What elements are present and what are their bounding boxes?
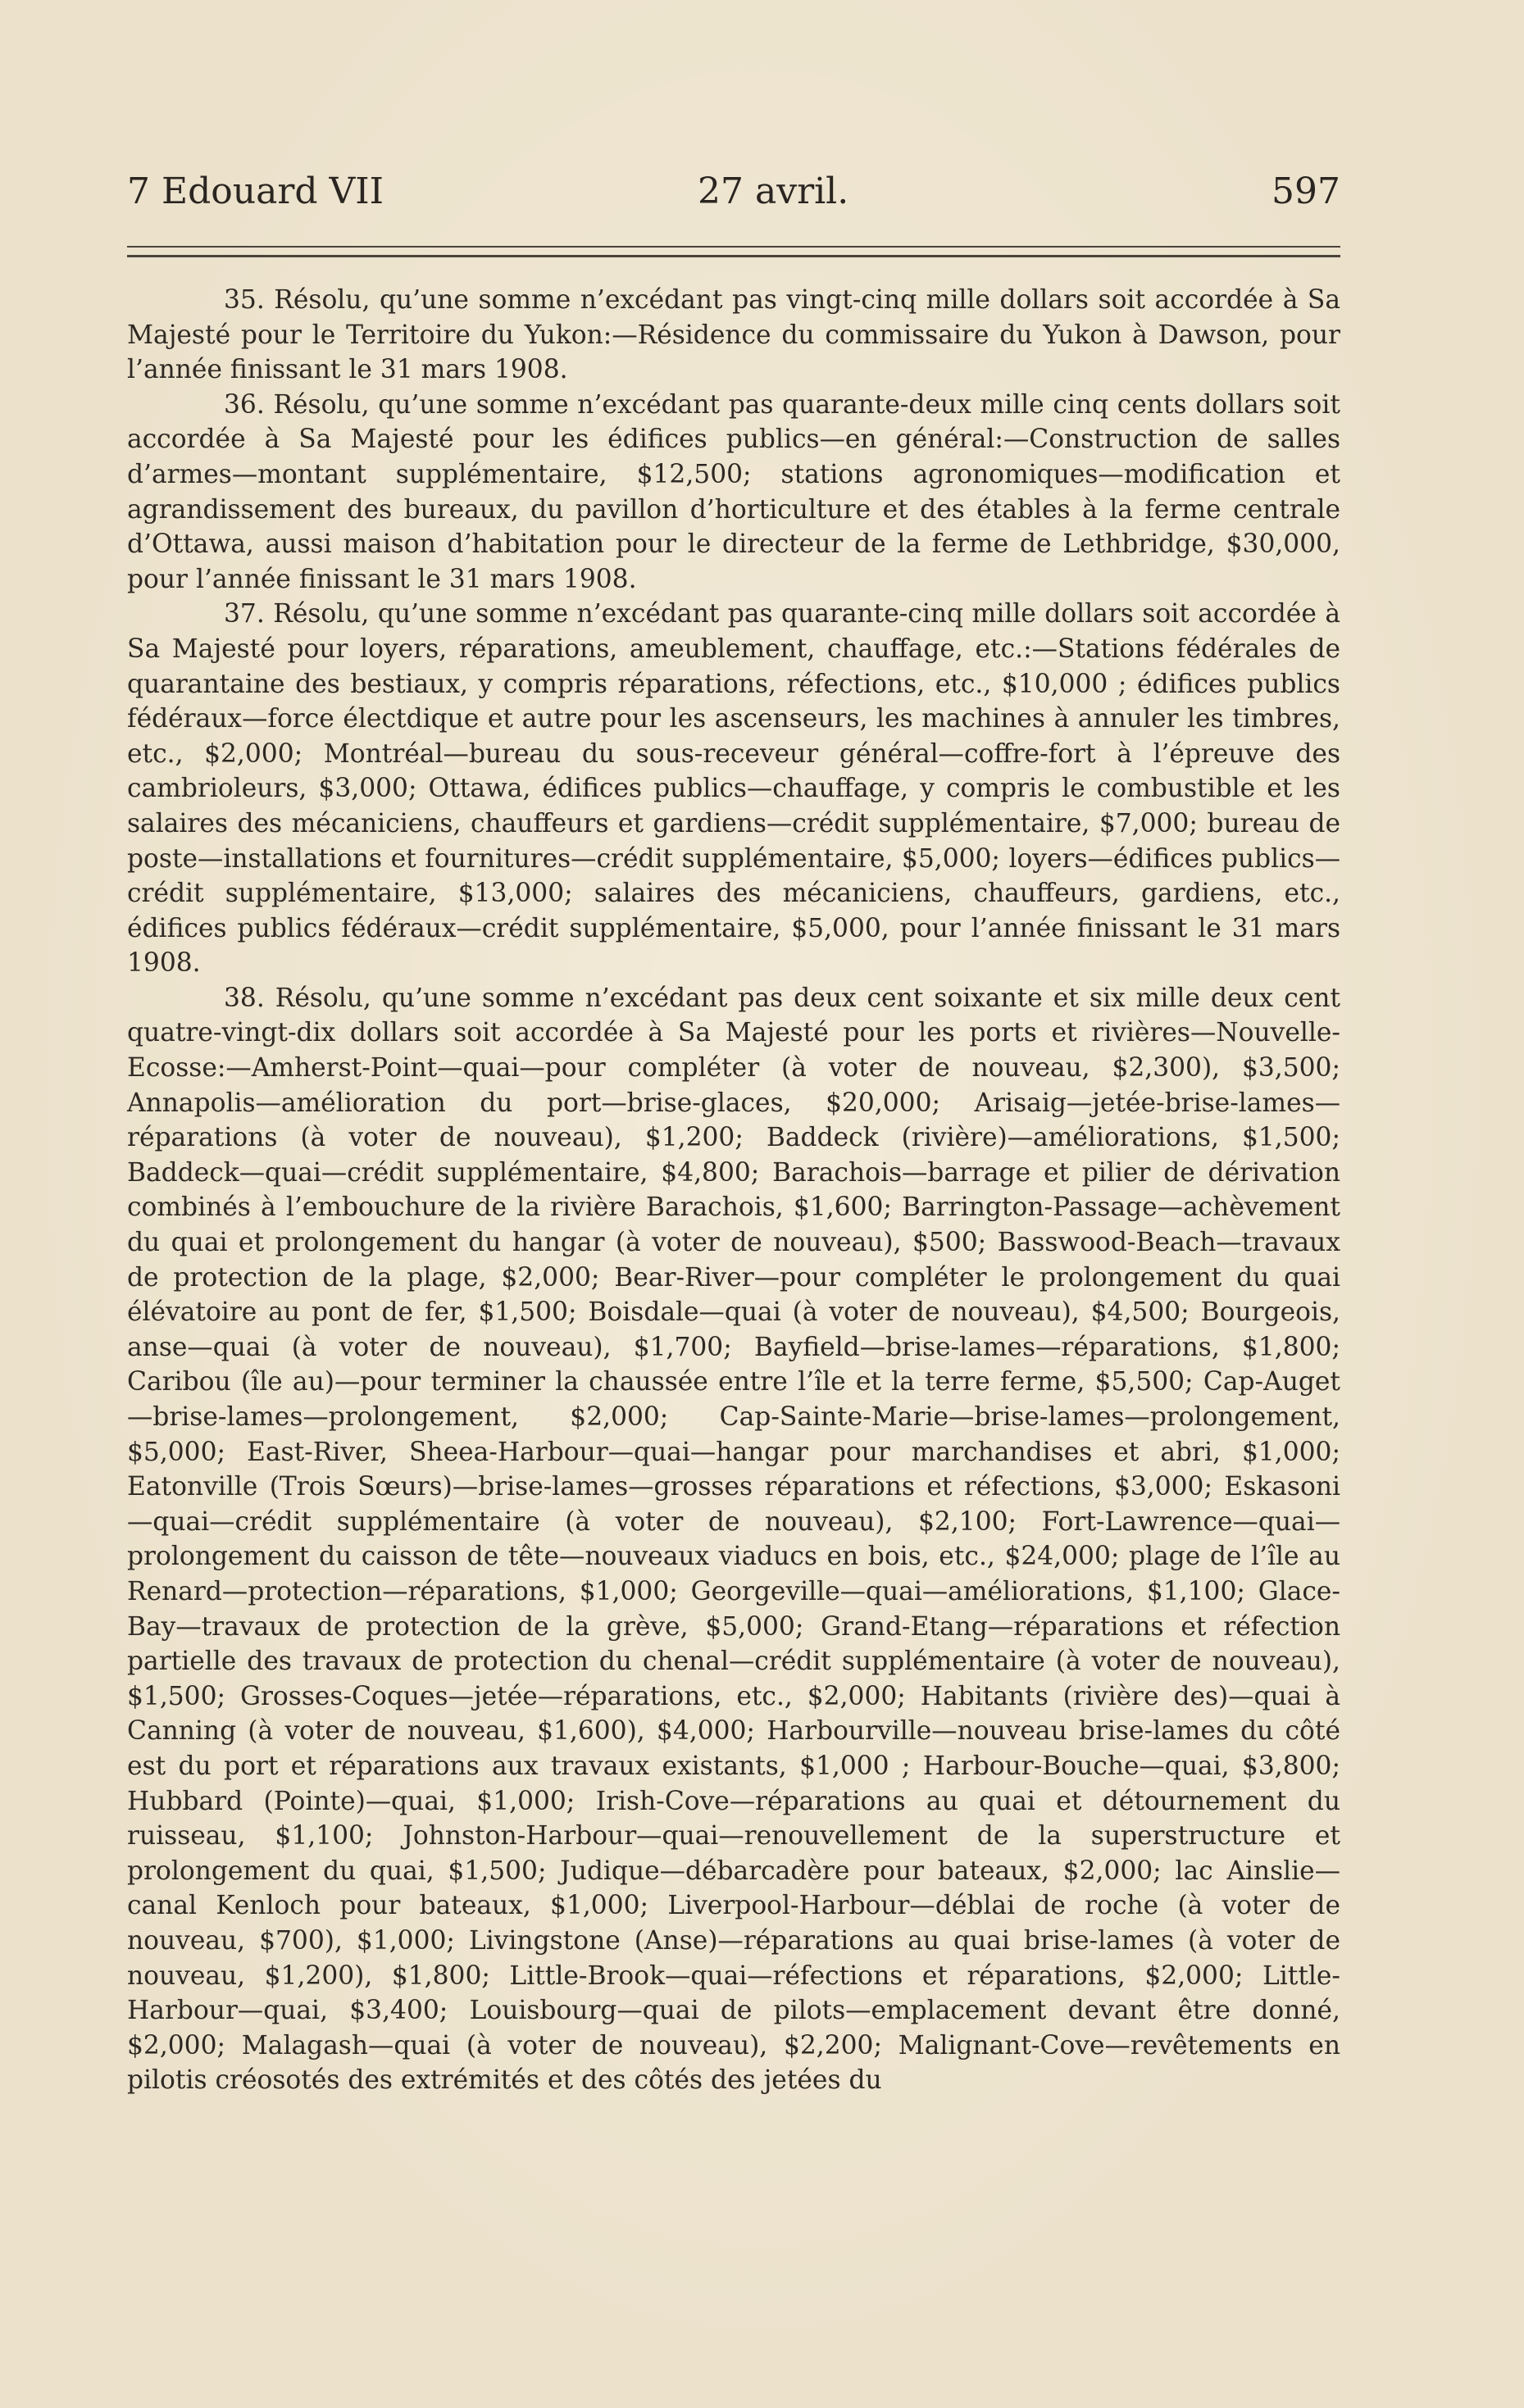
resolution-35: 35. Résolu, qu’une somme n’excédant pas vingt-cinq mille dollars soit accordée à Sa Majesté pour le Territoire du Yukon:—Résidence du commissaire du Yukon à Dawson, pour l’année finissant le 31 mars 1908.: [127, 285, 1340, 385]
resolution-36: 36. Résolu, qu’une somme n’excédant pas quarante-deux mille cinq cents dollars soit accordée à Sa Majesté pour les édifices publics—en général:—Construction de salles d’armes—montant supplémentaire, $12,500; stations agronomiques—modification et agrandissement des bureaux, du pavillon d’horticulture et des étables à la ferme centrale d’Ottawa, aussi maison d’habitation pour le directeur de la ferme de Lethbridge, $30,000, pour l’année finissant le 31 mars 1908.: [127, 389, 1340, 594]
page-number: 597: [1272, 170, 1340, 212]
header-rule-thin: [127, 246, 1340, 248]
body-text: [127, 283, 1340, 2098]
header-rule-thick: [127, 255, 1340, 257]
header-regnal-year: 7 Edouard VII: [127, 170, 384, 212]
resolution-38: 38. Résolu, qu’une somme n’excédant pas deux cent soixante et six mille deux cent quatre-vingt-dix dollars soit accordée à Sa Majesté pour les ports et rivières—Nouvelle-Ecosse:—Amherst-Point—quai—pour compléter (à voter de nouveau, $2,300), $3,500; Annapolis—amélioration du port—brise-glaces, $20,000; Arisaig—jetée-brise-lames—réparations (à voter de nouveau), $1,200; Baddeck (rivière)—améliorations, $1,500; Baddeck—quai—crédit supplémentaire, $4,800; Barachois—barrage et pilier de dérivation combinés à l’embouchure de la rivière Barachois, $1,600; Barrington-Passage—achèvement du quai et prolongement du hangar (à voter de nouveau), $500; Basswood-Beach—travaux de protection de la plage, $2,000; Bear-River—pour compléter le prolongement du quai élévatoire au pont de fer, $1,500; Boisdale—quai (à voter de nouveau), $4,500; Bourgeois, anse—quai (à voter de nouveau), $1,700; Bayfield—brise-lames—réparations, $1,800; Caribou (île au)—pour terminer la chaussée entre l’île et la terre ferme, $5,500; Cap-Auget—brise-lames—prolongement, $2,000; Cap-Sainte-Marie—brise-lames—prolongement, $5,000; East-River, Sheea-Harbour—quai—hangar pour marchandises et abri, $1,000; Eatonville (Trois Sœurs)—brise-lames—grosses réparations et réfections, $3,000; Eskasoni—quai—crédit supplémentaire (à voter de nouveau), $2,100; Fort-Lawrence—quai—prolongement du caisson de tête—nouveaux viaducs en bois, etc., $24,000; plage de l’île au Renard—protection—réparations, $1,000; Georgeville—quai—améliorations, $1,100; Glace-Bay—travaux de protection de la grève, $5,000; Grand-Etang—réparations et réfection partielle des travaux de protection du chenal—crédit supplémentaire (à voter de nouveau), $1,500; Grosses-Coques—jetée—réparations, etc., $2,000; Habitants (rivière des)—quai à Canning (à voter de nouveau, $1,600), $4,000; Harbourville—nouveau brise-lames du côté est du port et réparations aux travaux existants, $1,000 ; Harbour-Bouche—quai, $3,800; Hubbard (Pointe)—quai, $1,000; Irish-Cove—réparations au quai et détournement du ruisseau, $1,100; Johnston-Harbour—quai—renouvellement de la superstructure et prolongement du quai, $1,500; Judique—débarcadère pour bateaux, $2,000; lac Ainslie—canal Kenloch pour bateaux, $1,000; Liverpool-Harbour—déblai de roche (à voter de nouveau, $700), $1,000; Livingstone (Anse)—réparations au quai brise-lames (à voter de nouveau, $1,200), $1,800; Little-Brook—quai—réfections et réparations, $2,000; Little-Harbour—quai, $3,400; Louisbourg—quai de pilots—emplacement devant être donné, $2,000; Malagash—quai (à voter de nouveau), $2,200; Malignant-Cove—revêtements en pilotis créosotés des extrémités et des côtés des jetées du: [127, 983, 1340, 2096]
resolution-37: 37. Résolu, qu’une somme n’excédant pas quarante-cinq mille dollars soit accordée à Sa Majesté pour loyers, réparations, ameublement, chauffage, etc.:—Stations fédérales de quarantaine des bestiaux, y compris réparations, réfections, etc., $10,000 ; édifices publics fédéraux—force électdique et autre pour les ascenseurs, les machines à annuler les timbres, etc., $2,000; Montréal—bureau du sous-receveur général—coffre-fort à l’épreuve des cambrioleurs, $3,000; Ottawa, édifices publics—chauffage, y compris le combustible et les salaires des mécaniciens, chauffeurs et gardiens—crédit supplémentaire, $7,000; bureau de poste—installations et fournitures—crédit supplémentaire, $5,000; loyers—édifices publics—crédit supplémentaire, $13,000; salaires des mécaniciens, chauffeurs, gardiens, etc., édifices publics fédéraux—crédit supplémentaire, $5,000, pour l’année finissant le 31 mars 1908.: [127, 599, 1340, 979]
running-header: [127, 170, 1340, 220]
header-date: 27 avril.: [698, 170, 849, 212]
